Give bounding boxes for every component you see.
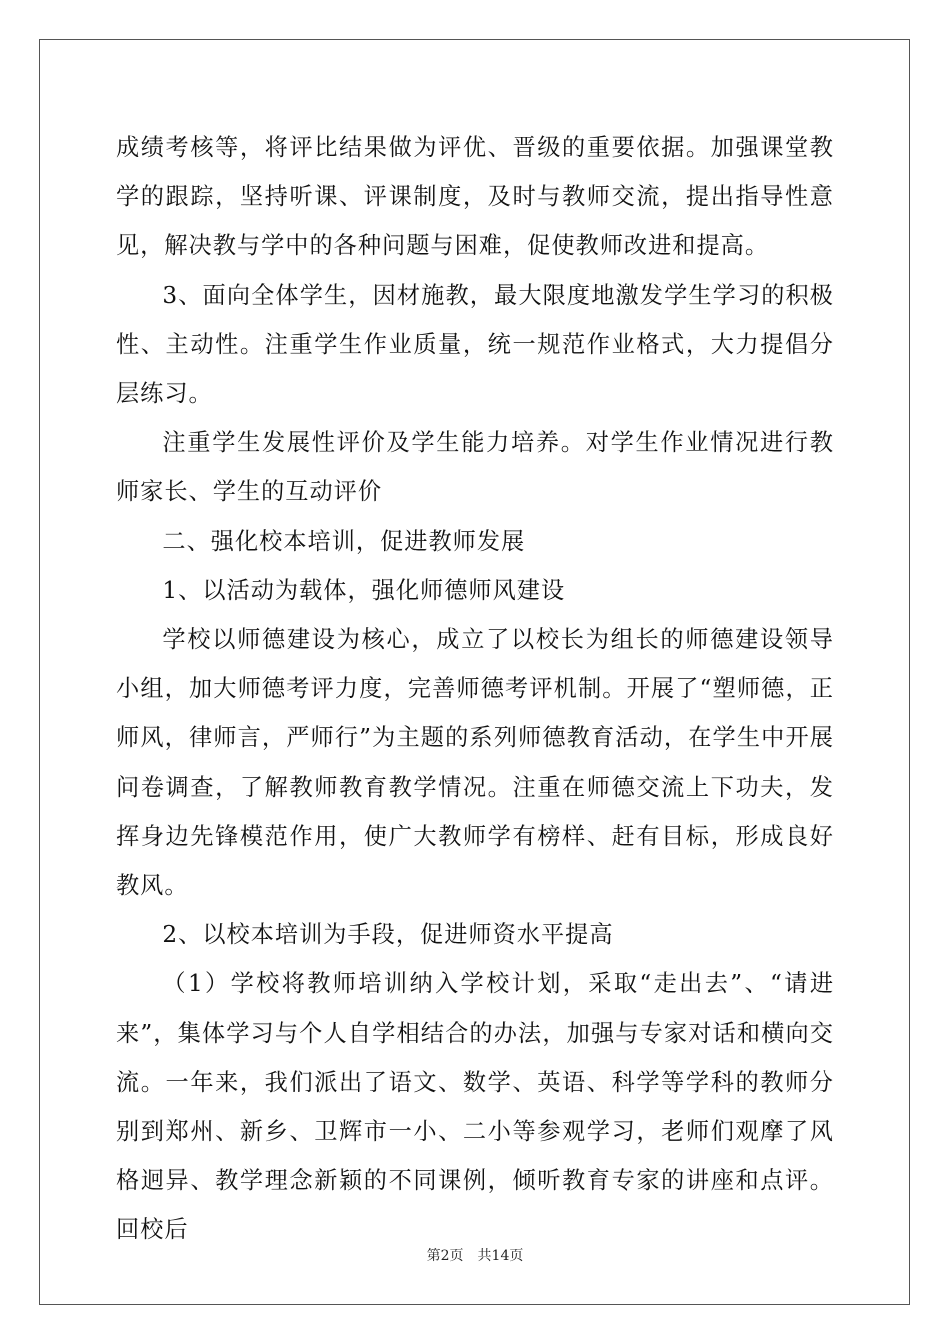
page-footer	[0, 1246, 950, 1266]
subheading-1: 1、以活动为载体，强化师德师风建设	[162, 576, 566, 604]
section-heading: 二、强化校本培训，促进教师发展	[162, 527, 526, 555]
paragraph-1: 成绩考核等，将评比结果做为评优、晋级的重要依据。加强课堂教学的跟踪，坚持听课、评课制度，及时与教师交流，提出指导性意见，解决教与学中的各种问题与困难，促使教师改进和提高。	[116, 134, 834, 260]
document-body	[116, 123, 834, 1255]
paragraph-3: 注重学生发展性评价及学生能力培养。对学生作业情况进行教师家长、学生的互动评价	[116, 429, 834, 506]
subheading-2: 2、以校本培训为手段，促进师资水平提高	[162, 921, 614, 949]
page-total: 共14页	[477, 1248, 524, 1264]
paragraph-2: 3、面向全体学生，因材施教，最大限度地激发学生学习的积极性、主动性。注重学生作业质量，统一规范作业格式，大力提倡分层练习。	[116, 281, 834, 408]
page-number: 第2页	[426, 1248, 464, 1264]
paragraph-5: （1）学校将教师培训纳入学校计划，采取“走出去”、“请进来”，集体学习与个人自学相结合的办法，加强与专家对话和横向交流。一年来，我们派出了语文、数学、英语、科学等学科的教师分别到郑州、新乡、卫辉市一小、二小等参观学习，老师们观摩了风格迥异、教学理念新颖的不同课例，倾听教育专家的讲座和点评。回校后	[116, 970, 834, 1244]
paragraph-4: 学校以师德建设为核心，成立了以校长为组长的师德建设领导小组，加大师德考评力度，完善师德考评机制。开展了“塑师德，正师风，律师言，严师行”为主题的系列师德教育活动，在学生中开展问卷调查，了解教师教育教学情况。注重在师德交流上下功夫，发挥身边先锋模范作用，使广大教师学有榜样、赶有目标，形成良好教风。	[116, 626, 834, 900]
